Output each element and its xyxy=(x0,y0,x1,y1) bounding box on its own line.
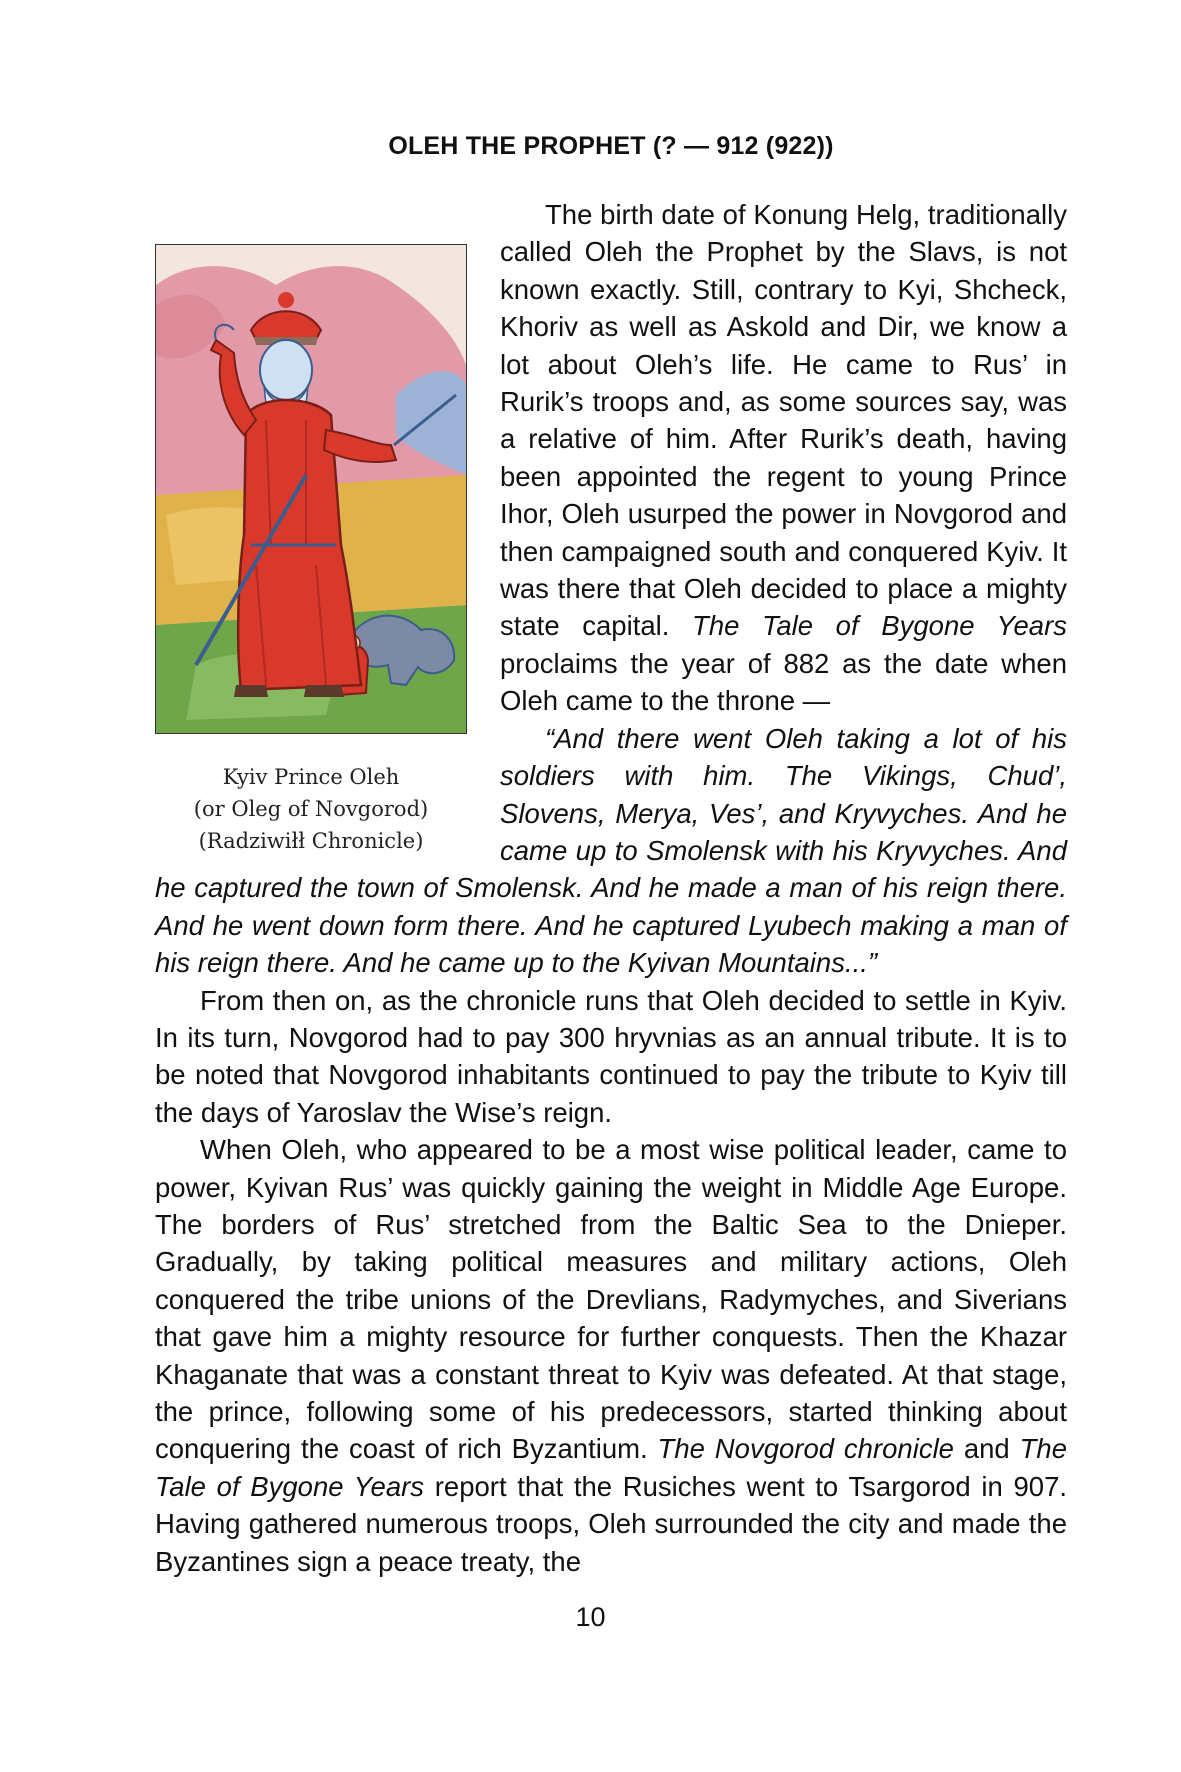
chronicle-quote: “And there went Oleh taking a lot of his soldiers with him. The Vikings, Chud’, Slovens, Merya, Ves’, and Kryvyches. And he came up to Smolensk with his Kryvyches. And he captured the town of Smolensk. And he made a man of his reign there. And he went down form there. And he captured Lyubech making a man of his reign there. And he came up to the Kyivan Mountains...” xyxy=(155,722,1067,979)
caption-line: Kyiv Prince Oleh xyxy=(222,765,400,789)
figure xyxy=(155,196,467,857)
text-run: and xyxy=(953,1433,1020,1465)
title-reference: The Novgorod chronicle xyxy=(657,1433,954,1465)
text-run: report that the Rusiches went to Tsargorod in 907. Having gathered numerous troops, Oleh surrounded the city and made the Byzantines sign a peace treaty, the xyxy=(155,1470,1068,1577)
paragraph-2: From then on, as the chronicle runs that Oleh decided to settle in Kyiv. In its turn, Novgorod had to pay 300 hryvnias as an annual tribute. It is to be noted that Novgorod inhabitants continued to pay the tribute to Kyiv till the days of Yaroslav the Wise’s reign. xyxy=(155,984,1067,1128)
chronicle-miniature-icon xyxy=(155,244,467,734)
text-run: When Oleh, who appeared to be a most wise political leader, came to power, Kyivan Rus’ was quickly gaining the weight in Middle Age Europe. The borders of Rus’ stretched from the Baltic Sea to the Dnieper. Gradually, by taking political measures and military actions, Oleh conquered the tribe unions of the Drevlians, Radymyches, and Siverians that gave him a mighty resource for further conquests. Then the Khazar Khaganate that was a constant threat to Kyiv was defeated. At that stage, the prince, following some of his predecessors, started thinking about conquering the coast of rich Byzantium. xyxy=(155,1134,1067,1465)
caption-line: (Radziwiłł Chronicle) xyxy=(198,829,424,853)
figure-caption xyxy=(155,761,467,857)
page-number: 10 xyxy=(575,1602,606,1632)
text-run: proclaims the year of 882 as the date when Oleh came to the throne — xyxy=(500,647,1067,717)
text-run: The birth date of Konung Helg, traditionally called Oleh the Prophet by the Slavs, is not known exactly. Still, contrary to Kyi, Shcheck, Khoriv as well as Askold and Dir, we know a lot about Oleh’s life. He came to Rus’ in Rurik’s troops and, as some sources say, was a relative of him. After Rurik’s death, having been appointed the regent to young Prince Ihor, Oleh usurped the power in Novgorod and then campaigned south and conquered Kyiv. It was there that Oleh decided to place a mighty state capital. xyxy=(500,199,1067,642)
title-reference: The Tale of Bygone Years xyxy=(155,1433,1067,1502)
title-reference: The Tale of Bygone Years xyxy=(692,610,1067,642)
body-text xyxy=(155,196,1067,1580)
paragraph-3 xyxy=(155,1131,1067,1580)
chapter-title: OLEH THE PROPHET (? — 912 (922)) xyxy=(388,132,834,160)
caption-line: (or Oleg of Novgorod) xyxy=(193,797,429,821)
